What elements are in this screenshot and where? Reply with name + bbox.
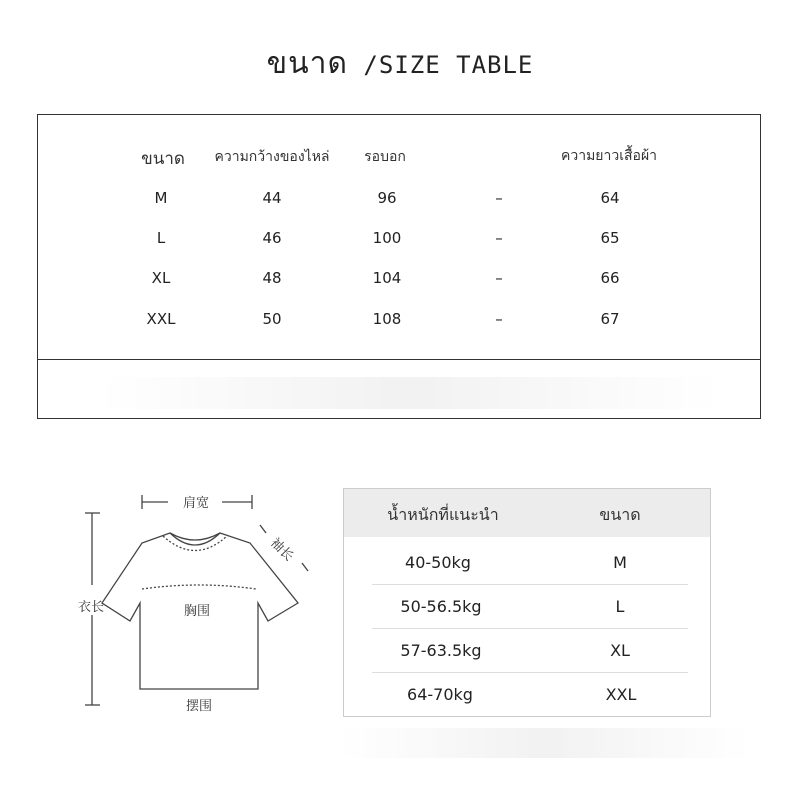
label-body-length: 衣长 (78, 600, 105, 615)
size-cell: L (156, 229, 166, 247)
page-title (0, 40, 800, 87)
dash-cell: – (495, 189, 503, 207)
weight-row (344, 629, 710, 673)
header-garment-length: ความยาวเสื้อผ้า (560, 148, 658, 164)
size-cell: XL (151, 269, 171, 287)
dash-cell: – (495, 310, 503, 328)
bust-cell: 104 (372, 269, 402, 287)
label-bust: 胸围 (184, 604, 211, 619)
weight-row (344, 673, 710, 717)
dash-cell: – (495, 269, 503, 287)
size-cell: XXL (605, 685, 637, 704)
header-size: ขนาด (599, 505, 641, 524)
size-cell: L (615, 597, 625, 616)
length-cell: 66 (600, 269, 620, 287)
shoulder-cell: 46 (262, 229, 282, 247)
title-separator: / (347, 51, 379, 79)
size-cell: XXL (146, 310, 176, 328)
size-cell: M (154, 189, 168, 207)
shoulder-cell: 48 (262, 269, 282, 287)
dash-cell: – (495, 229, 503, 247)
length-cell: 67 (600, 310, 620, 328)
header-size: ขนาด (141, 149, 185, 169)
bust-cell: 108 (372, 310, 402, 328)
weight-table-header (344, 489, 710, 537)
title-thai: ขนาด (266, 46, 348, 81)
label-shoulder-width: 肩宽 (183, 496, 210, 511)
size-cell: M (613, 553, 627, 572)
header-bust: รอบอก (364, 149, 406, 165)
shoulder-cell: 44 (262, 189, 282, 207)
bust-cell: 100 (372, 229, 402, 247)
weight-row (344, 541, 710, 585)
label-sleeve-length: 袖长 (267, 535, 297, 565)
weight-cell: 64-70kg (407, 685, 473, 704)
weight-row (344, 585, 710, 629)
weight-cell: 50-56.5kg (400, 597, 482, 616)
weight-cell: 40-50kg (405, 553, 471, 572)
size-cell: XL (610, 641, 630, 660)
size-table (37, 114, 761, 419)
header-shoulder-width: ความกว้างของไหล่ (214, 149, 330, 165)
tshirt-measurement-diagram (70, 485, 310, 725)
decorative-shadow (340, 728, 750, 758)
length-cell: 65 (600, 229, 620, 247)
table-divider (38, 359, 760, 360)
length-cell: 64 (600, 189, 620, 207)
title-english: SIZE TABLE (378, 51, 534, 79)
label-hem: 摆围 (186, 699, 213, 714)
bust-cell: 96 (377, 189, 397, 207)
empty-notes-area (98, 377, 720, 409)
shoulder-cell: 50 (262, 310, 282, 328)
weight-size-table (343, 488, 711, 717)
header-recommended-weight: น้ำหนักที่แนะนำ (387, 505, 499, 524)
weight-cell: 57-63.5kg (400, 641, 482, 660)
